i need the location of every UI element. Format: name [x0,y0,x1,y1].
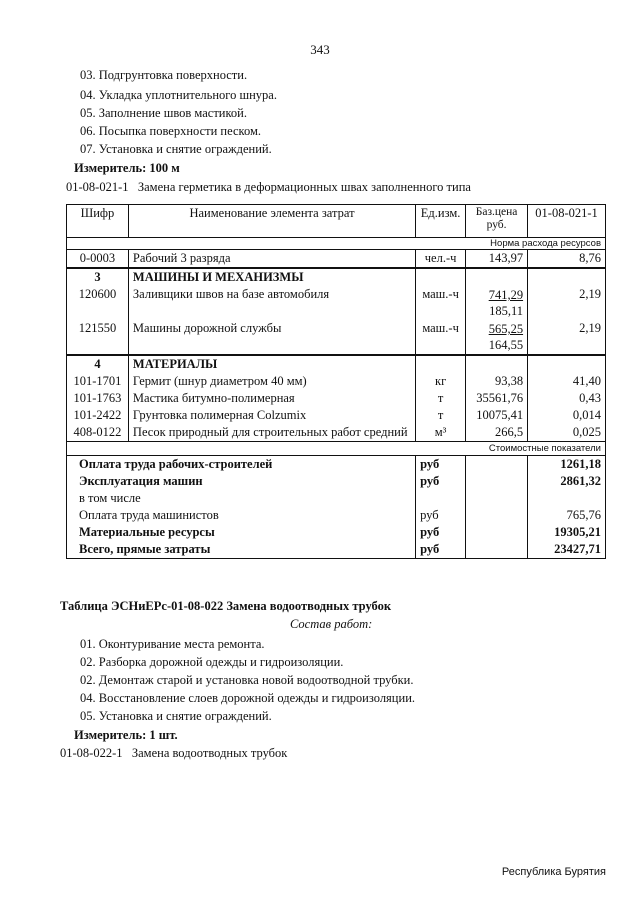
row-norm: 0,014 [528,407,606,424]
measure-unit: Измеритель: 100 м [74,161,180,175]
composition-caption: Состав работ: [290,617,373,631]
row-price: 10075,41 [466,407,528,424]
row-code: 408-0122 [67,424,129,442]
total-name: Эксплуатация машин [67,473,416,490]
row-norm: 41,40 [528,373,606,390]
section-title: МАШИНЫ И МЕХАНИЗМЫ [128,268,415,286]
row-unit: маш.-ч [416,320,466,355]
row-name: Мастика битумно-полимерная [128,390,415,407]
row-price-secondary: 185,11 [489,304,524,318]
row-name: Заливщики швов на базе автомобиля [128,286,415,320]
work-item: 07. Установка и снятие ограждений. [80,142,272,156]
table-title: Таблица ЭСНиЕРс-01-08-022 Замена водоотводных трубок [60,599,392,613]
total-unit: руб [416,507,466,524]
work-item: 05. Установка и снятие ограждений. [80,709,272,723]
row-name: Гермит (шнур диаметром 40 мм) [128,373,415,390]
norm-code-line: 01-08-021-1 Замена герметика в деформационных швах заполненного типа [66,180,471,194]
norm-code-line: 01-08-022-1 Замена водоотводных трубок [60,746,288,760]
total-unit: руб [416,524,466,541]
row-unit: т [416,390,466,407]
work-item: 02. Разборка дорожной одежды и гидроизоляции. [80,655,344,669]
total-unit: руб [416,473,466,490]
row-name: Грунтовка полимерная Colzumix [128,407,415,424]
row-unit: м³ [416,424,466,442]
row-unit: т [416,407,466,424]
work-item: 04. Укладка уплотнительного шнура. [80,88,277,102]
footer-region: Республика Бурятия [501,866,606,878]
row-unit: кг [416,373,466,390]
row-price: 35561,76 [466,390,528,407]
section-code: 4 [67,355,129,373]
header-name: Наименование элемента затрат [128,205,415,238]
row-price: 93,38 [466,373,528,390]
work-item: 06. Посыпка поверхности песком. [80,124,262,138]
row-norm: 2,19 [528,286,606,320]
total-name: в том числе [67,490,416,507]
work-item: 02. Демонтаж старой и установка новой водоотводной трубки. [80,673,414,687]
row-norm: 0,025 [528,424,606,442]
header-price: Баз.цена руб. [466,205,528,238]
row-price: 266,5 [466,424,528,442]
section-title: МАТЕРИАЛЫ [128,355,415,373]
total-value: 23427,71 [528,541,606,559]
row-name: Рабочий 3 разряда [128,250,415,269]
row-name: Песок природный для строительных работ средний [128,424,415,442]
header-code: Шифр [67,205,129,238]
row-unit: маш.-ч [416,286,466,320]
work-item: 05. Заполнение швов мастикой. [80,106,247,120]
total-value: 19305,21 [528,524,606,541]
total-value: 765,76 [528,507,606,524]
cost-table [66,204,606,559]
total-unit: руб [416,541,466,559]
work-item: 03. Подгрунтовка поверхности. [80,68,248,82]
page-number: 343 [310,42,330,57]
total-unit: руб [416,456,466,474]
total-value: 1261,18 [528,456,606,474]
row-price: 143,97 [466,250,528,269]
header-unit: Ед.изм. [416,205,466,238]
row-code: 101-2422 [67,407,129,424]
row-norm: 8,76 [528,250,606,269]
row-norm: 2,19 [528,320,606,355]
row-price: 565,25 [488,322,524,336]
row-code: 121550 [67,320,129,355]
row-code: 0-0003 [67,250,129,269]
row-code: 101-1763 [67,390,129,407]
total-name: Материальные ресурсы [67,524,416,541]
header-norm: 01-08-021-1 [528,205,606,238]
total-name: Всего, прямые затраты [67,541,416,559]
row-code: 101-1701 [67,373,129,390]
work-item: 01. Оконтуривание места ремонта. [80,637,265,651]
row-price-secondary: 164,55 [488,338,524,352]
cost-caption: Стоимостные показатели [67,442,606,456]
total-name: Оплата труда машинистов [67,507,416,524]
row-norm: 0,43 [528,390,606,407]
row-price: 741,29 [488,288,524,302]
total-name: Оплата труда рабочих-строителей [67,456,416,474]
row-name: Машины дорожной службы [128,320,415,355]
measure-unit: Измеритель: 1 шт. [74,728,178,742]
work-item: 04. Восстановление слоев дорожной одежды и гидроизоляции. [80,691,416,705]
total-value: 2861,32 [528,473,606,490]
row-unit: чел.-ч [416,250,466,269]
section-code: 3 [67,268,129,286]
norm-caption: Норма расхода ресурсов [67,238,606,250]
row-code: 120600 [67,286,129,320]
